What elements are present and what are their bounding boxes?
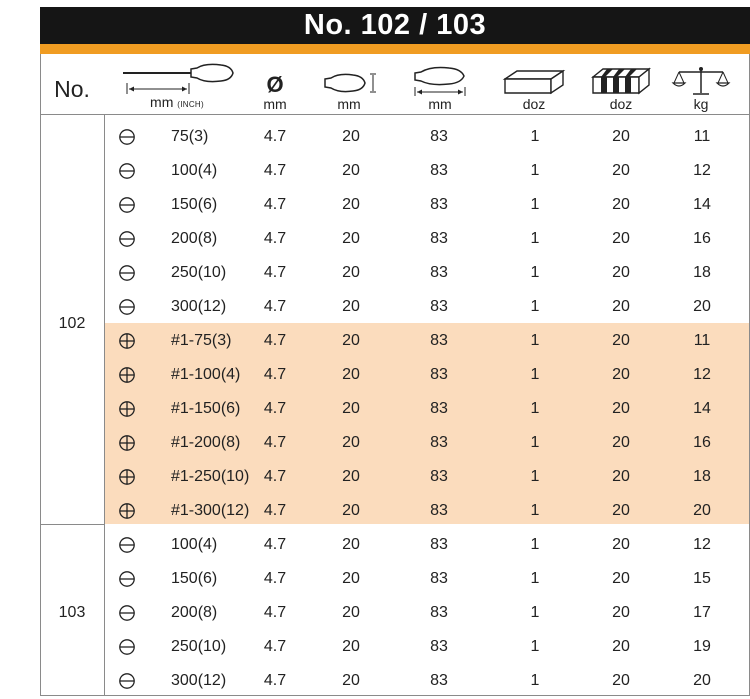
cell-carton-qty: 20 [612, 434, 630, 451]
cell-handle-diameter: 20 [342, 400, 360, 417]
cell-size: #1-75(3) [171, 332, 232, 349]
cell-carton-qty: 20 [612, 298, 630, 315]
header-handle-len [404, 60, 476, 112]
header-no-label: No. [54, 75, 90, 102]
slotted-tip-icon [117, 256, 137, 290]
cell-weight: 11 [693, 128, 711, 145]
cell-handle-diameter: 20 [342, 128, 360, 145]
cell-box-qty: 1 [530, 230, 540, 247]
cell-carton-qty: 20 [612, 468, 630, 485]
group-divider [40, 524, 104, 525]
cell-weight: 11 [693, 332, 711, 349]
cell-carton-qty: 20 [612, 672, 630, 689]
cell-weight: 17 [693, 604, 711, 621]
table-row [105, 426, 749, 460]
cell-box-qty: 1 [530, 196, 540, 213]
cell-box-qty: 1 [530, 638, 540, 655]
cell-handle-length: 83 [430, 264, 448, 281]
cell-carton-qty: 20 [612, 400, 630, 417]
slotted-tip-icon [117, 222, 137, 256]
cell-handle-length: 83 [430, 570, 448, 587]
cell-diameter: 4.7 [263, 264, 287, 281]
cell-diameter: 4.7 [263, 332, 287, 349]
cell-box-qty: 1 [530, 536, 540, 553]
cell-handle-diameter: 20 [342, 196, 360, 213]
header-length [112, 60, 242, 112]
header-diameter [250, 60, 300, 112]
cell-diameter: 4.7 [263, 366, 287, 383]
phillips-tip-icon [117, 324, 137, 358]
slotted-tip-icon [117, 562, 137, 596]
cell-carton-qty: 20 [612, 570, 630, 587]
cell-size: 300(12) [171, 672, 227, 689]
cell-weight: 16 [693, 230, 711, 247]
slotted-tip-icon [117, 664, 137, 698]
cell-handle-length: 83 [430, 638, 448, 655]
slotted-tip-icon [117, 596, 137, 630]
cell-weight: 15 [693, 570, 711, 587]
cell-size: #1-100(4) [171, 366, 241, 383]
cell-size: 75(3) [171, 128, 209, 145]
cell-diameter: 4.7 [263, 502, 287, 519]
cell-diameter: 4.7 [263, 298, 287, 315]
table-row [105, 358, 749, 392]
cell-size: 100(4) [171, 536, 218, 553]
cell-box-qty: 1 [530, 468, 540, 485]
cell-carton-qty: 20 [612, 162, 630, 179]
cell-handle-diameter: 20 [342, 638, 360, 655]
table-row [105, 528, 749, 562]
header-length-label: mm [150, 94, 174, 110]
cell-handle-length: 83 [430, 604, 448, 621]
cell-weight: 20 [693, 298, 711, 315]
handle-diameter-icon [319, 69, 379, 97]
cell-diameter: 4.7 [263, 638, 287, 655]
cell-weight: 14 [693, 400, 711, 417]
cell-carton-qty: 20 [612, 332, 630, 349]
cell-box-qty: 1 [530, 604, 540, 621]
cell-diameter: 4.7 [263, 230, 287, 247]
slotted-tip-icon [117, 120, 137, 154]
phillips-tip-icon [117, 426, 137, 460]
cell-carton-qty: 20 [612, 536, 630, 553]
cell-size: 200(8) [171, 604, 218, 621]
cell-handle-diameter: 20 [342, 332, 360, 349]
cell-diameter: 4.7 [263, 434, 287, 451]
header-divider [40, 114, 750, 115]
cell-diameter: 4.7 [263, 570, 287, 587]
table-row [105, 562, 749, 596]
cell-handle-length: 83 [430, 672, 448, 689]
inner-box-icon [501, 67, 567, 97]
cell-handle-length: 83 [430, 230, 448, 247]
table-row [105, 290, 749, 324]
cell-handle-length: 83 [430, 434, 448, 451]
cell-handle-length: 83 [430, 468, 448, 485]
cell-weight: 14 [693, 196, 711, 213]
cell-weight: 18 [693, 468, 711, 485]
cell-handle-diameter: 20 [342, 264, 360, 281]
cell-handle-diameter: 20 [342, 162, 360, 179]
header-handle-dia-label: mm [337, 96, 361, 112]
cell-diameter: 4.7 [263, 536, 287, 553]
cell-diameter: 4.7 [263, 196, 287, 213]
cell-handle-diameter: 20 [342, 604, 360, 621]
table-row [105, 324, 749, 358]
cell-handle-length: 83 [430, 298, 448, 315]
cell-carton-qty: 20 [612, 502, 630, 519]
slotted-tip-icon [117, 154, 137, 188]
diameter-symbol: Ø [266, 72, 284, 97]
cell-size: 150(6) [171, 570, 218, 587]
cell-size: 300(12) [171, 298, 227, 315]
cell-weight: 18 [693, 264, 711, 281]
cell-diameter: 4.7 [263, 468, 287, 485]
cell-diameter: 4.7 [263, 604, 287, 621]
cell-size: #1-250(10) [171, 468, 250, 485]
cell-weight: 12 [693, 366, 711, 383]
cell-carton-qty: 20 [612, 128, 630, 145]
cell-size: 200(8) [171, 230, 218, 247]
slotted-tip-icon [117, 630, 137, 664]
cell-carton-qty: 20 [612, 604, 630, 621]
phillips-tip-icon [117, 392, 137, 426]
header-carton-label: doz [609, 96, 633, 112]
cell-box-qty: 1 [530, 298, 540, 315]
header-box-label: doz [522, 96, 546, 112]
cell-handle-diameter: 20 [342, 468, 360, 485]
cell-handle-length: 83 [430, 196, 448, 213]
cell-weight: 20 [693, 502, 711, 519]
table-row [105, 154, 749, 188]
cell-diameter: 4.7 [263, 400, 287, 417]
cell-box-qty: 1 [530, 162, 540, 179]
cell-box-qty: 1 [530, 434, 540, 451]
page-title: No. 102 / 103 [40, 7, 750, 44]
header-diameter-label: mm [263, 96, 287, 112]
cell-weight: 20 [693, 672, 711, 689]
phillips-tip-icon [117, 358, 137, 392]
header-handle-len-label: mm [428, 96, 452, 112]
cell-box-qty: 1 [530, 502, 540, 519]
cell-weight: 19 [693, 638, 711, 655]
cell-handle-length: 83 [430, 536, 448, 553]
phillips-tip-icon [117, 460, 137, 494]
cell-handle-diameter: 20 [342, 230, 360, 247]
header-weight-label: kg [693, 96, 709, 112]
carton-box-icon [589, 65, 653, 97]
cell-handle-diameter: 20 [342, 434, 360, 451]
cell-size: 100(4) [171, 162, 218, 179]
cell-box-qty: 1 [530, 672, 540, 689]
cell-handle-diameter: 20 [342, 536, 360, 553]
cell-size: #1-150(6) [171, 400, 241, 417]
cell-handle-length: 83 [430, 128, 448, 145]
header-handle-dia [318, 60, 380, 112]
cell-handle-diameter: 20 [342, 298, 360, 315]
cell-size: #1-200(8) [171, 434, 241, 451]
table-row [105, 392, 749, 426]
handle-length-icon [407, 63, 473, 97]
cell-handle-length: 83 [430, 332, 448, 349]
cell-carton-qty: 20 [612, 638, 630, 655]
screwdriver-length-icon [117, 61, 237, 95]
cell-weight: 12 [693, 536, 711, 553]
table-row [105, 664, 749, 698]
slotted-tip-icon [117, 290, 137, 324]
table-row [105, 188, 749, 222]
table-row [105, 120, 749, 154]
cell-box-qty: 1 [530, 128, 540, 145]
cell-box-qty: 1 [530, 366, 540, 383]
table-row [105, 596, 749, 630]
title-accent-rule [40, 44, 750, 54]
cell-weight: 16 [693, 434, 711, 451]
header-no [40, 60, 104, 118]
cell-carton-qty: 20 [612, 230, 630, 247]
cell-handle-length: 83 [430, 366, 448, 383]
slotted-tip-icon [117, 188, 137, 222]
header-box [496, 60, 572, 112]
cell-handle-diameter: 20 [342, 502, 360, 519]
header-carton [583, 60, 659, 112]
table-row [105, 494, 749, 528]
cell-box-qty: 1 [530, 570, 540, 587]
slotted-tip-icon [117, 528, 137, 562]
cell-handle-diameter: 20 [342, 570, 360, 587]
cell-box-qty: 1 [530, 264, 540, 281]
cell-box-qty: 1 [530, 400, 540, 417]
phillips-tip-icon [117, 494, 137, 528]
header-length-sub: (INCH) [177, 100, 204, 109]
cell-carton-qty: 20 [612, 366, 630, 383]
cell-weight: 12 [693, 162, 711, 179]
cell-handle-diameter: 20 [342, 672, 360, 689]
cell-handle-diameter: 20 [342, 366, 360, 383]
cell-carton-qty: 20 [612, 264, 630, 281]
cell-diameter: 4.7 [263, 128, 287, 145]
group-number: 103 [58, 604, 86, 621]
cell-size: #1-300(12) [171, 502, 250, 519]
cell-diameter: 4.7 [263, 672, 287, 689]
cell-size: 250(10) [171, 264, 227, 281]
cell-handle-length: 83 [430, 502, 448, 519]
table-row [105, 630, 749, 664]
cell-size: 150(6) [171, 196, 218, 213]
header-weight [666, 60, 736, 112]
group-number: 102 [58, 315, 86, 332]
table-row [105, 460, 749, 494]
cell-box-qty: 1 [530, 332, 540, 349]
table-row [105, 256, 749, 290]
cell-carton-qty: 20 [612, 196, 630, 213]
cell-diameter: 4.7 [263, 162, 287, 179]
table-row [105, 222, 749, 256]
cell-handle-length: 83 [430, 162, 448, 179]
scale-icon [671, 65, 731, 97]
cell-size: 250(10) [171, 638, 227, 655]
cell-handle-length: 83 [430, 400, 448, 417]
